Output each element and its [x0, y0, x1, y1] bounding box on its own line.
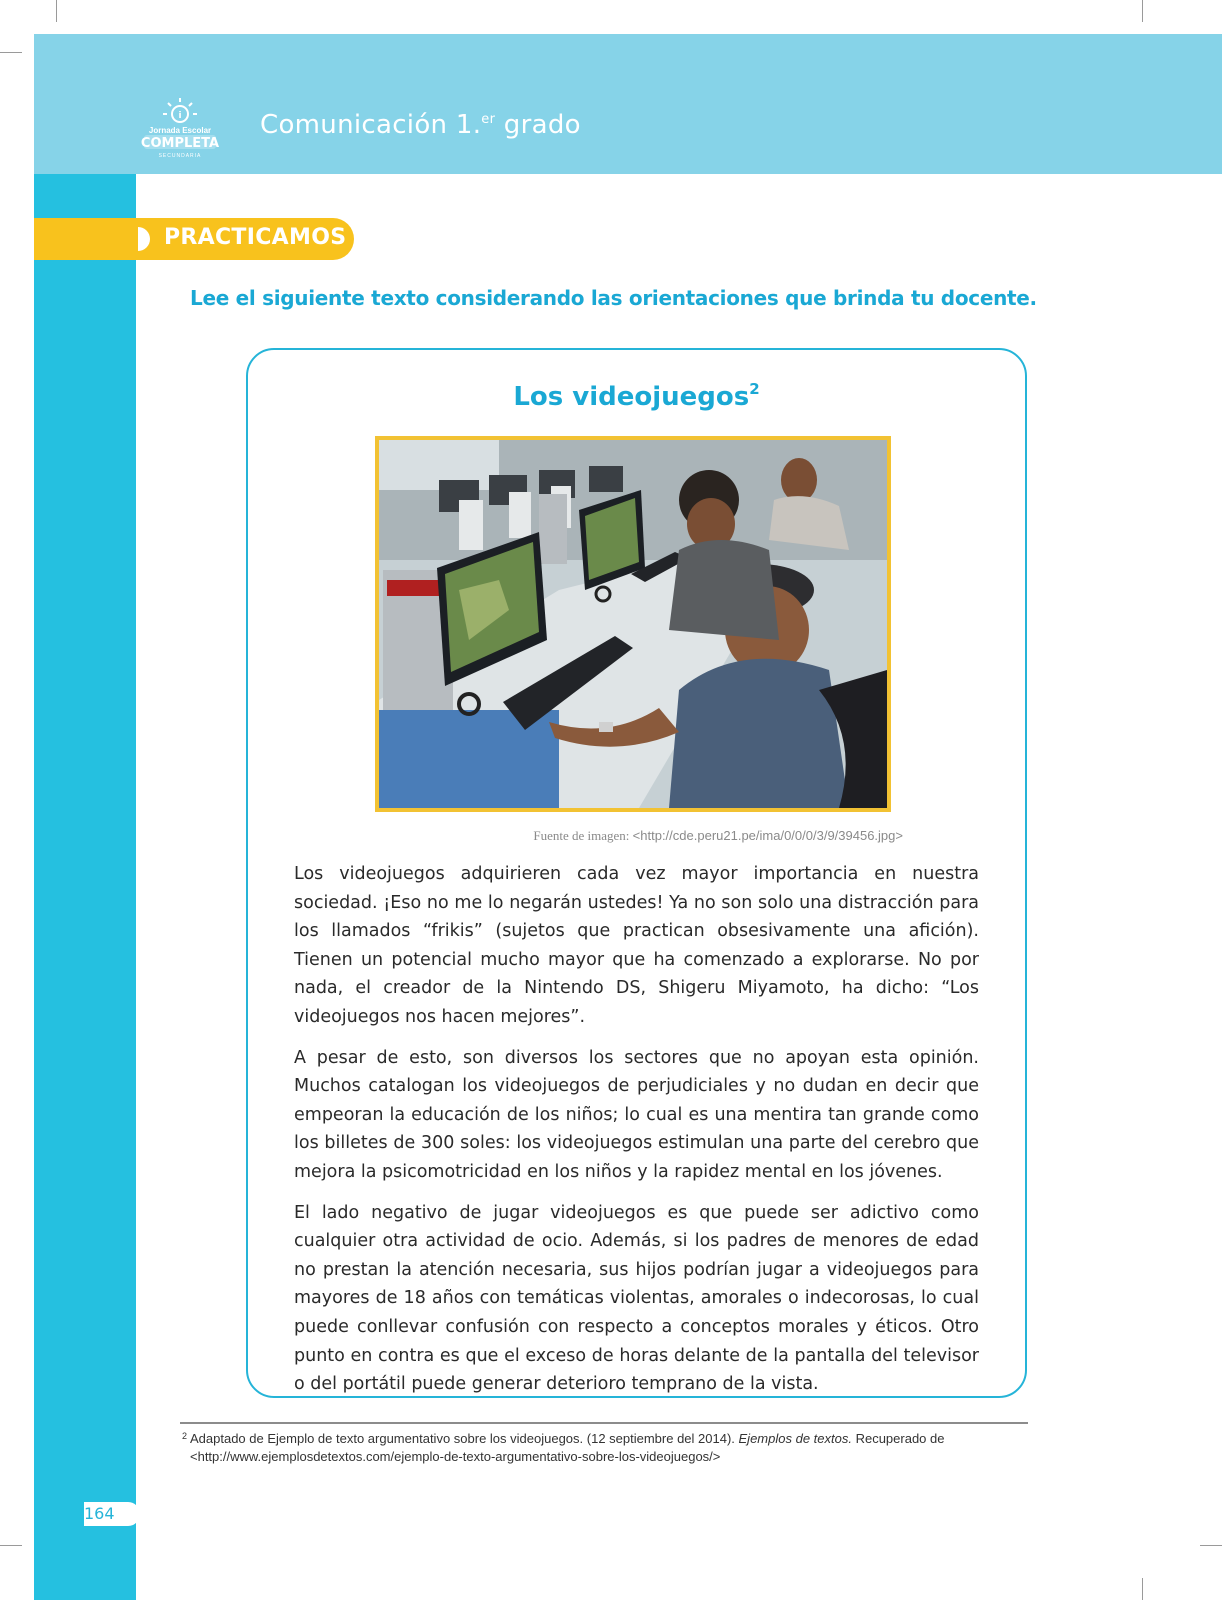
page-number: 164 [84, 1504, 115, 1523]
course-title-sup: er [481, 112, 496, 127]
course-title [260, 110, 581, 140]
paragraph: El lado negativo de jugar videojuegos es que puede ser adictivo como cualquier otra actividad de ocio. Además, si los padres de menores de edad no prestan la atención necesaria, sus hijos podrían jugar a videojuegos para mayores de 18 años con temáticas violentas, amorales o indecorosas, lo cual puede conllevar confusión con respecto a conceptos morales y éticos. Otro punto en contra es que el exceso de horas delante de la pantalla del televisor o del portátil puede generar deterioro temprano de la vista. [294, 1202, 979, 1395]
paragraph: A pesar de esto, son diversos los sectores que no apoyan esta opinión. Muchos catalogan los videojuegos de perjudiciales y no dudan en decir que empeoran la educación de los niños; lo cual es una mentira tan grande como los billetes de 300 soles: los videojuegos estimulan una parte del cerebro que mejora la psicomotricidad en los niños y la rapidez mental en los jóvenes. [294, 1047, 979, 1182]
footnote-source: Ejemplos de textos. [738, 1431, 852, 1446]
footnote-text: Adaptado de Ejemplo de texto argumentativo sobre los videojuegos. (12 septiembre del 2014). [190, 1431, 739, 1446]
article-body [294, 860, 979, 1411]
footnote-ref: 2 [749, 380, 760, 398]
footnote-text-after: Recuperado de <http://www.ejemplosdetextos.com/ejemplo-de-texto-argumentativo-sobre-los-videojuegos/> [190, 1431, 945, 1464]
image-caption [533, 828, 903, 844]
article-title [248, 382, 1025, 412]
instruction-heading: Lee el siguiente texto considerando las orientaciones que brinda tu docente. [190, 286, 1037, 310]
crop-mark [1200, 1545, 1222, 1546]
course-title-main: Comunicación 1. [260, 110, 482, 140]
course-title-rest: grado [495, 110, 581, 140]
section-label: PRACTICAMOS [164, 225, 347, 250]
footnote-divider [180, 1422, 1028, 1424]
svg-text:i: i [178, 111, 182, 121]
crop-mark [1142, 1578, 1143, 1600]
logo-line2: COMPLETA [140, 136, 220, 151]
reading-box [246, 348, 1027, 1398]
footnote [182, 1430, 1030, 1466]
crop-mark [56, 0, 57, 22]
section-tab [34, 218, 354, 260]
jornada-escolar-logo [138, 96, 222, 160]
page-number-tab [84, 1502, 140, 1526]
article-title-text: Los videojuegos [513, 382, 750, 412]
logo-line3: SECUNDARIA [158, 153, 202, 159]
crop-mark [0, 1545, 22, 1546]
caption-url: <http://cde.peru21.pe/ima/0/0/0/3/9/39456.jpg> [632, 828, 903, 843]
paragraph: Los videojuegos adquirieren cada vez mayor importancia en nuestra sociedad. ¡Eso no me lo negarán ustedes! Ya no son solo una distracción para los llamados “frikis” (sujetos que practican obsesivamente una afición). Tienen un potencial mucho mayor que ha comenzado a explorarse. No por nada, el creador de la Nintendo DS, Shigeru Miyamoto, ha dicho: “Los videojuegos nos hacen mejores”. [294, 864, 979, 1027]
crop-mark [1142, 0, 1143, 22]
logo-line1: Jornada Escolar [148, 126, 212, 135]
caption-label: Fuente de imagen: [533, 828, 633, 843]
crop-mark [0, 52, 22, 53]
side-band [34, 174, 136, 1600]
footnote-number: 2 [182, 1431, 188, 1441]
gaming-cafe-photo [375, 436, 891, 812]
half-circle-icon [138, 227, 150, 251]
